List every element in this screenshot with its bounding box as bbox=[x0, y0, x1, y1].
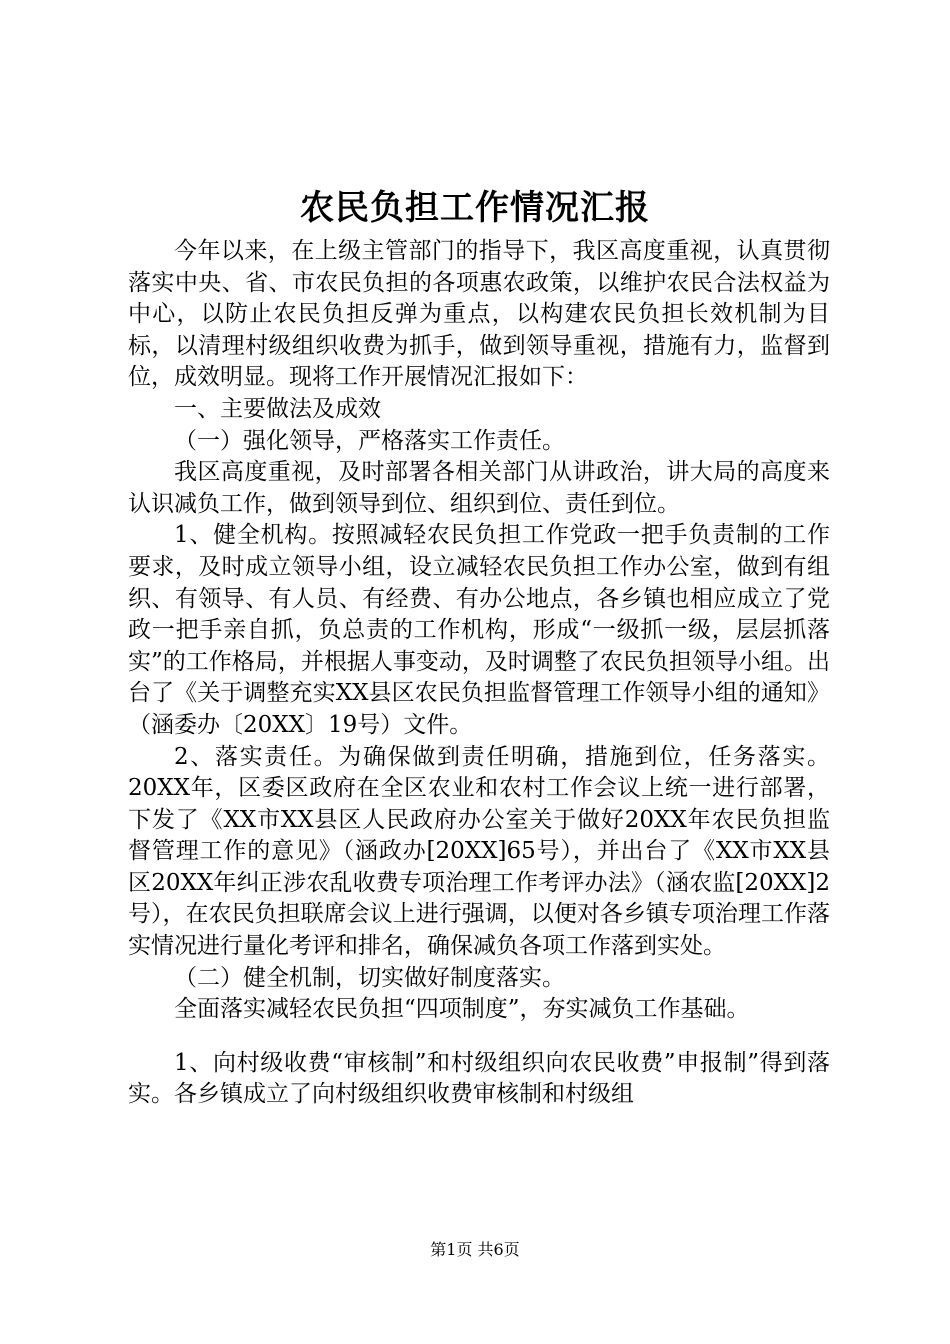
paragraph-leadership: 我区高度重视，及时部署各相关部门从讲政治，讲大局的高度来认识减负工作，做到领导到位、组织到位、责任到位。 bbox=[128, 459, 830, 517]
paragraph-item-organization: 1、健全机构。按照减轻农民负担工作党政一把手负责制的工作要求，及时成立领导小组，设立减轻农民负担工作办公室，做到有组织、有领导、有人员、有经费、有办公地点，各乡镇也相应成立了党政一把手亲自抓，负总责的工作机构，形成“一级抓一级，层层抓落实”的工作格局，并根据人事变动，及时调整了农民负担领导小组。出台了《关于调整充实XX县区农民负担监督管理工作领导小组的通知》（涵委办〔20XX〕19号）文件。 bbox=[128, 522, 830, 738]
page-footer: 第1页 共6页 bbox=[430, 1240, 520, 1259]
paragraph-item-responsibility: 2、落实责任。为确保做到责任明确，措施到位，任务落实。20XX年，区委区政府在全区农业和农村工作会议上统一进行部署，下发了《XX市XX县区人民政府办公室关于做好20XX年农民负担监督管理工作的意见》（涵政办[20XX]65号），并出台了《XX市XX县区20XX年纠正涉农乱收费专项治理工作考评办法》（涵农监[20XX]2号），在农民负担联席会议上进行强调，以便对各乡镇专项治理工作落实情况进行量化考评和排名，确保减负各项工作落到实处。 bbox=[128, 743, 830, 960]
paragraph-item-review: 1、向村级收费“审核制”和村级组织向农民收费”申报制”得到落实。各乡镇成立了向村级组织收费审核制和村级组 bbox=[128, 1049, 830, 1108]
document-body bbox=[128, 236, 830, 1111]
paragraph-four-systems: 全面落实减轻农民负担“四项制度”，夯实减负工作基础。 bbox=[174, 996, 750, 1023]
paragraph-subheading-1: （一）强化领导，严格落实工作责任。 bbox=[174, 427, 565, 454]
paragraph-subheading-2: （二）健全机制，切实做好制度落实。 bbox=[174, 964, 565, 991]
paragraph-section-heading: 一、主要做法及成效 bbox=[174, 395, 381, 422]
document-title: 农民负担工作情况汇报 bbox=[300, 188, 650, 228]
paragraph-intro: 今年以来，在上级主管部门的指导下，我区高度重视，认真贯彻落实中央、省、市农民负担的各项惠农政策，以维护农民合法权益为中心，以防止农民负担反弹为重点，以构建农民负担长效机制为目标，以清理村级组织收费为抓手，做到领导重视，措施有力，监督到位，成效明显。现将工作开展情况汇报如下： bbox=[128, 238, 830, 391]
